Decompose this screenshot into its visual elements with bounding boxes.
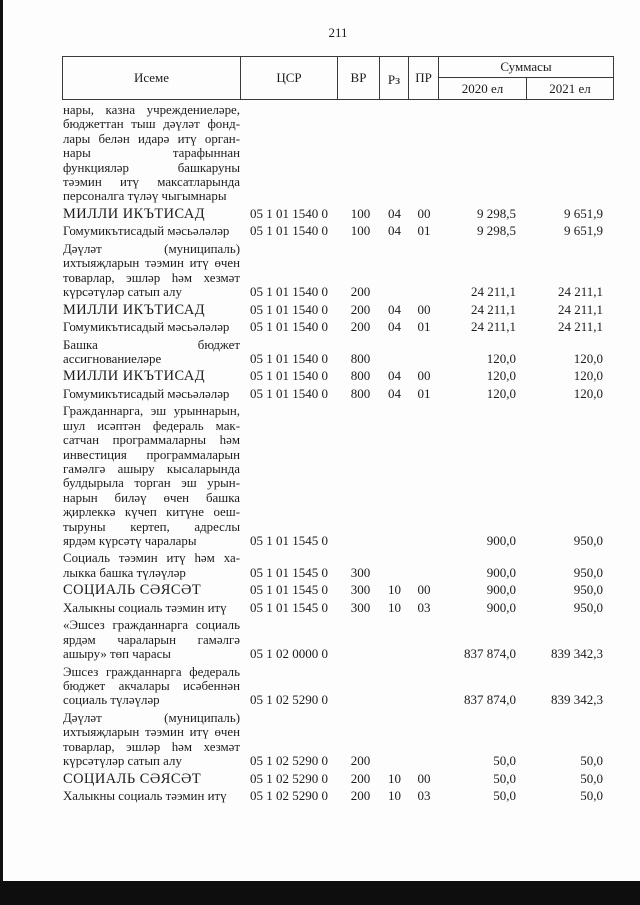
cell-csr: 05 1 02 5290 0 (250, 753, 328, 769)
row-name-line: социаль түләүләр (63, 693, 160, 708)
table-row (63, 334, 614, 366)
cell-sum-2020: 50,0 (493, 770, 516, 786)
cell-rz (380, 534, 409, 548)
cell-vr (338, 647, 380, 661)
cell-sum-2020: 9 298,5 (477, 205, 516, 221)
cell-csr: 05 1 01 1545 0 (250, 599, 328, 615)
scan-edge-bottom (0, 881, 640, 905)
row-name-line: Социаль тәэмин итү һәм ха- (63, 551, 240, 566)
table-row (63, 786, 614, 804)
cell-rz: 10 (388, 788, 401, 804)
table-row (63, 548, 614, 580)
row-name-line: Гомумикътисадый мәсьәләләр (63, 386, 230, 401)
cell-pr (409, 534, 439, 548)
cell-pr: 00 (417, 205, 431, 221)
row-name-line: нары тарафыннан (63, 146, 240, 161)
row-name-line: персоналга түләү чыгымнары (63, 189, 227, 204)
cell-pr (409, 647, 439, 661)
cell-pr: 03 (417, 788, 431, 804)
cell-vr: 100 (350, 205, 371, 221)
row-name-line: ярдәм чараларын гамәлгә (63, 632, 240, 647)
cell-rz: 04 (388, 205, 401, 221)
row-name-line: «Эшсез гражданнарга социаль (63, 618, 240, 633)
cell-pr (409, 693, 439, 707)
cell-rz: 10 (388, 770, 401, 786)
cell-rz (380, 754, 409, 768)
row-name (63, 772, 241, 786)
row-name-line: ассигнованиеләре (63, 351, 162, 366)
header-year-2020: 2020 ел (439, 78, 527, 100)
cell-rz (380, 285, 409, 299)
row-name-line: ихтыяҗларын тәэмин итү өчен (63, 256, 240, 271)
row-name (63, 711, 241, 769)
cell-sum-2021: 9 651,9 (564, 205, 603, 221)
row-name (63, 789, 241, 803)
cell-sum-2021: 950,0 (573, 564, 603, 580)
cell-sum-2021: 24 211,1 (557, 301, 603, 317)
row-name-line: сатчан программаларны һәм (63, 433, 240, 448)
table-row (63, 100, 614, 204)
cell-rz (380, 352, 409, 366)
cell-sum-2020: 120,0 (486, 385, 516, 401)
table-row (63, 317, 614, 335)
row-name-line: Эшсез гражданнарга федераль (63, 664, 240, 679)
row-name-line: МИЛЛИ ИКЪТИСАД (63, 205, 206, 222)
cell-vr: 300 (350, 564, 371, 580)
cell-vr (338, 189, 380, 203)
row-name-line: лыкка башка түләүләр (63, 565, 186, 580)
table-row (63, 615, 614, 661)
cell-sum-2020: 50,0 (493, 753, 516, 769)
row-name-line: нары, казна учреждениеләре, (63, 103, 240, 118)
row-name-line: функцияләр башкаруны (63, 160, 240, 175)
table-row (63, 221, 614, 239)
cell-sum-2020: 837 874,0 (464, 692, 516, 708)
cell-vr (338, 534, 380, 548)
header-sums: Суммасы (439, 57, 614, 78)
row-name-line: Халыкны социаль тәэмин итү (63, 600, 227, 615)
row-name (63, 369, 241, 383)
cell-sum-2020: 50,0 (493, 788, 516, 804)
cell-rz: 04 (388, 385, 401, 401)
cell-rz: 04 (388, 223, 401, 239)
header-rz: Рз (380, 57, 409, 100)
header-name: Исеме (63, 57, 241, 100)
row-name-line: товарлар, эшләр һәм хезмәт (63, 739, 240, 754)
row-name-line: Башка бюджет (63, 337, 240, 352)
header-vr: ВР (338, 57, 380, 100)
row-name-line: МИЛЛИ ИКЪТИСАД (63, 368, 206, 385)
row-name-line: гамәлгә ашыру кысаларында (63, 462, 240, 477)
row-name-line: Гомумикътисадый мәсьәләләр (63, 320, 230, 335)
row-name-line: МИЛЛИ ИКЪТИСАД (63, 301, 206, 318)
cell-sum-2021: 50,0 (580, 753, 603, 769)
row-name-line: ихтыяҗларын тәэмин итү өчен (63, 725, 240, 740)
cell-pr: 03 (417, 599, 431, 615)
cell-csr: 05 1 01 1545 0 (250, 582, 328, 598)
cell-csr: 05 1 01 1540 0 (250, 301, 328, 317)
cell-csr: 05 1 01 1540 0 (250, 350, 328, 366)
row-name-line: товарлар, эшләр һәм хезмәт (63, 270, 240, 285)
row-name (63, 618, 241, 661)
cell-csr: 05 1 02 5290 0 (250, 692, 328, 708)
cell-sum-2020: 900,0 (486, 582, 516, 598)
row-name-line: бюджет акчалары исәбеннән (63, 678, 240, 693)
cell-sum-2020: 837 874,0 (464, 646, 516, 662)
table-row (63, 580, 614, 598)
cell-rz: 10 (388, 582, 401, 598)
cell-pr (409, 285, 439, 299)
cell-vr: 300 (350, 582, 371, 598)
cell-pr: 01 (417, 319, 431, 335)
table-row (63, 598, 614, 616)
row-name (63, 224, 241, 238)
row-name-line: җирлеккә күчеп китүне оеш- (63, 505, 240, 520)
cell-pr (409, 754, 439, 768)
cell-vr: 200 (350, 284, 371, 300)
row-name-line: СОЦИАЛЬ СӘЯСӘТ (63, 770, 202, 787)
table-row (63, 299, 614, 317)
row-name (63, 103, 241, 204)
cell-pr (409, 566, 439, 580)
table-row (63, 768, 614, 786)
cell-csr: 05 1 01 1540 0 (250, 205, 328, 221)
cell-rz: 04 (388, 301, 401, 317)
cell-pr: 00 (417, 770, 431, 786)
cell-sum-2020: 24 211,1 (470, 319, 516, 335)
row-name-line: Гомумикътисадый мәсьәләләр (63, 224, 230, 239)
row-name-line: ашыру» төп чарасы (63, 647, 171, 662)
row-name-line: Халыкны социаль тәэмин итү (63, 789, 227, 804)
row-name (63, 303, 241, 317)
cell-rz (380, 189, 409, 203)
cell-vr: 300 (350, 599, 371, 615)
cell-rz: 10 (388, 599, 401, 615)
row-name (63, 665, 241, 708)
cell-rz (380, 566, 409, 580)
header-pr: ПР (409, 57, 439, 100)
cell-csr: 05 1 02 0000 0 (250, 646, 328, 662)
cell-csr: 05 1 02 5290 0 (250, 788, 328, 804)
cell-rz: 04 (388, 319, 401, 335)
row-name-line: лары белән идарә итү орган- (63, 131, 240, 146)
row-name (63, 207, 241, 221)
table-row (63, 204, 614, 222)
cell-csr: 05 1 01 1540 0 (250, 223, 328, 239)
cell-sum-2020: 120,0 (486, 368, 516, 384)
row-name-line: Дәүләт (муниципаль) (63, 710, 240, 725)
table-row (63, 366, 614, 384)
cell-vr: 200 (350, 788, 371, 804)
row-name (63, 242, 241, 300)
cell-sum-2020: 24 211,1 (470, 301, 516, 317)
cell-sum-2020: 900,0 (486, 532, 516, 548)
table-row (63, 384, 614, 402)
cell-pr (409, 352, 439, 366)
cell-vr: 800 (350, 350, 371, 366)
cell-pr: 01 (417, 385, 431, 401)
row-name (63, 320, 241, 334)
cell-rz (380, 647, 409, 661)
header-year-2021: 2021 ел (527, 78, 614, 100)
row-name-line: тәэмин итү максатларында (63, 175, 240, 190)
cell-rz (380, 693, 409, 707)
cell-sum-2021: 50,0 (580, 770, 603, 786)
cell-csr: 05 1 01 1545 0 (250, 564, 328, 580)
row-name-line: инвестиция программаларын (63, 447, 240, 462)
cell-vr: 200 (350, 319, 371, 335)
cell-vr: 200 (350, 753, 371, 769)
cell-sum-2021: 50,0 (580, 788, 603, 804)
cell-vr: 200 (350, 301, 371, 317)
scan-edge-left (0, 0, 3, 905)
row-name-line: Гражданнарга, эш урыннарын, (63, 404, 240, 419)
row-name-line: нарын биләү өчен башка (63, 490, 240, 505)
cell-csr: 05 1 02 5290 0 (250, 770, 328, 786)
cell-sum-2021: 950,0 (573, 532, 603, 548)
cell-csr: 05 1 01 1540 0 (250, 319, 328, 335)
cell-vr: 800 (350, 385, 371, 401)
cell-sum-2020: 120,0 (486, 350, 516, 366)
table-row (63, 401, 614, 548)
cell-pr: 01 (417, 223, 431, 239)
row-name (63, 404, 241, 548)
cell-sum-2021: 120,0 (573, 368, 603, 384)
row-name (63, 583, 241, 597)
cell-csr (241, 189, 338, 203)
row-name (63, 551, 241, 580)
cell-sum-2020: 24 211,1 (470, 284, 516, 300)
table-header (62, 56, 614, 100)
cell-vr (338, 693, 380, 707)
row-name (63, 338, 241, 367)
cell-sum-2021: 120,0 (573, 350, 603, 366)
row-name-line: шул исәптән федераль мак- (63, 418, 240, 433)
row-name (63, 387, 241, 401)
table-body (63, 100, 614, 803)
cell-pr: 00 (417, 368, 431, 384)
row-name-line: күрсәтүләр сатып алу (63, 285, 182, 300)
row-name (63, 601, 241, 615)
cell-csr: 05 1 01 1540 0 (250, 284, 328, 300)
cell-vr: 800 (350, 368, 371, 384)
cell-pr: 00 (417, 301, 431, 317)
table-row (63, 708, 614, 769)
cell-csr: 05 1 01 1540 0 (250, 385, 328, 401)
row-name-line: бюджеттан тыш дәүләт фонд- (63, 117, 240, 132)
cell-sum-2020: 900,0 (486, 564, 516, 580)
cell-vr: 200 (350, 770, 371, 786)
row-name-line: ярдәм күрсәтү чаралары (63, 533, 197, 548)
header-csr: ЦСР (241, 57, 338, 100)
cell-sum-2021: 839 342,3 (551, 646, 603, 662)
cell-sum-2021: 120,0 (573, 385, 603, 401)
cell-sum-2021: 24 211,1 (557, 284, 603, 300)
cell-sum-2021: 839 342,3 (551, 692, 603, 708)
cell-sum-2020: 900,0 (486, 599, 516, 615)
row-name-line: Дәүләт (муниципаль) (63, 241, 240, 256)
table-row (63, 662, 614, 708)
row-name-line: СОЦИАЛЬ СӘЯСӘТ (63, 582, 202, 599)
cell-vr: 100 (350, 223, 371, 239)
cell-sum-2021: 950,0 (573, 582, 603, 598)
page-number: 211 (328, 25, 348, 40)
cell-rz: 04 (388, 368, 401, 384)
cell-csr: 05 1 01 1545 0 (250, 532, 328, 548)
cell-sum-2021: 950,0 (573, 599, 603, 615)
cell-sum-2020 (439, 189, 527, 203)
cell-sum-2021: 24 211,1 (557, 319, 603, 335)
table-row (63, 239, 614, 300)
cell-sum-2020: 9 298,5 (477, 223, 516, 239)
cell-sum-2021 (527, 189, 614, 203)
row-name-line: тыруны кертеп, адреслы (63, 519, 240, 534)
row-name-line: күрсәтүләр сатып алу (63, 754, 182, 769)
row-name-line: булдырыла торган эш урын- (63, 476, 240, 491)
cell-pr: 00 (417, 582, 431, 598)
cell-pr (409, 189, 439, 203)
cell-csr: 05 1 01 1540 0 (250, 368, 328, 384)
cell-sum-2021: 9 651,9 (564, 223, 603, 239)
